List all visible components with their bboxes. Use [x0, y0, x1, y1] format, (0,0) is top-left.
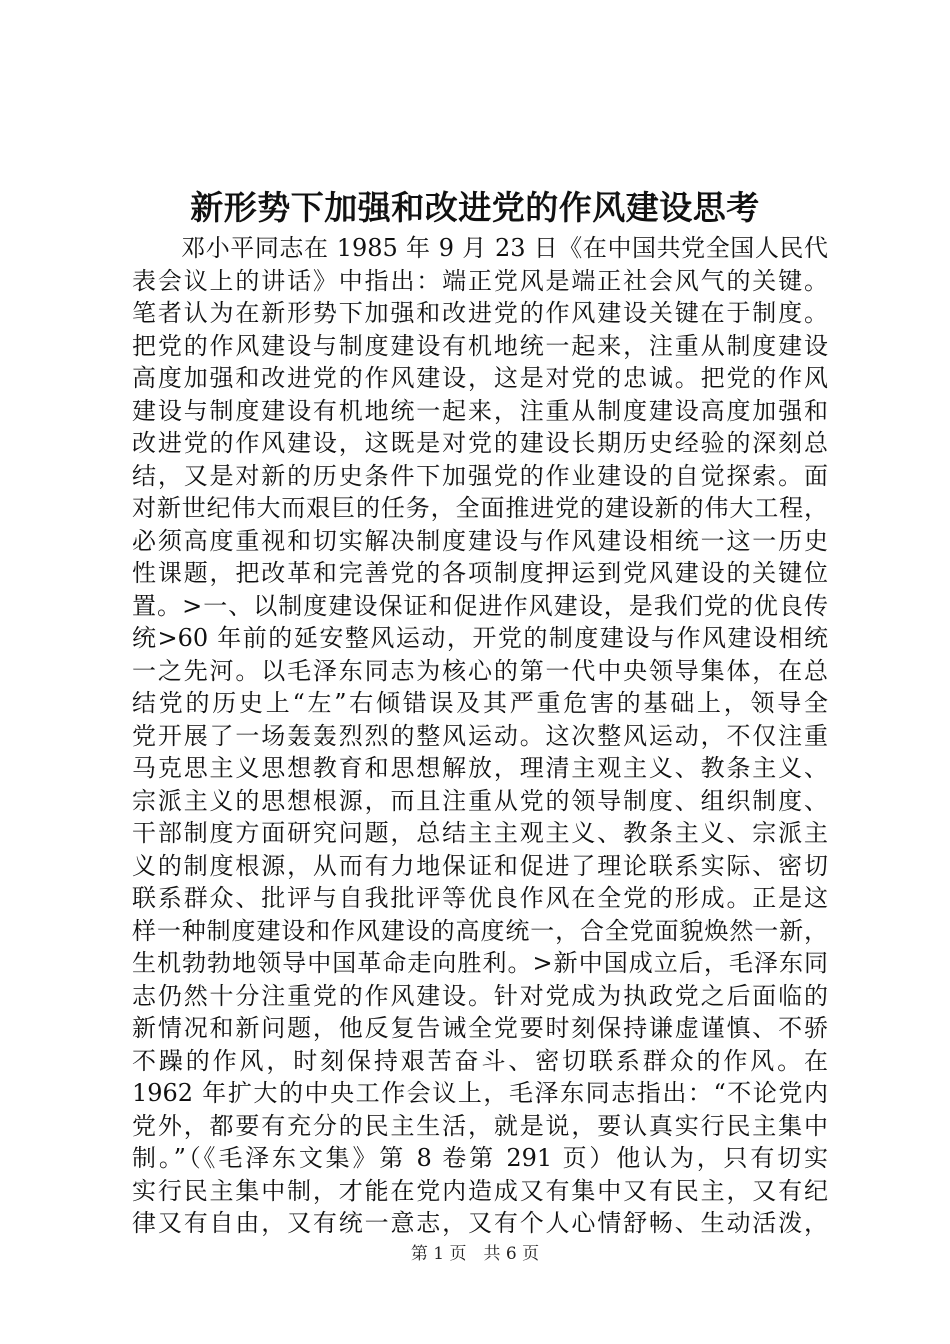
body-line: 样一种制度建设和作风建设的高度统一，合全党面貌焕然一新， — [132, 916, 828, 945]
body-line: 一之先河。以毛泽东同志为核心的第一代中央领导集体，在总 — [132, 656, 828, 685]
body-line: 性课题，把改革和完善党的各项制度押运到党风建设的关键位 — [132, 559, 828, 587]
body-line: 不躁的作风，时刻保持艰苦奋斗、密切联系群众的作风。在 — [132, 1046, 828, 1075]
body-line: 党外，都要有充分的民主生活，就是说，要认真实行民主集中 — [132, 1111, 828, 1140]
body-line: 1962 年扩大的中央工作会议上，毛泽东同志指出：“不论党内 — [132, 1079, 828, 1107]
document-title: 新形势下加强和改进党的作风建设思考 — [190, 188, 760, 227]
body-line: 义的制度根源，从而有力地保证和促进了理论联系实际、密切 — [132, 851, 828, 880]
body-line: 结党的历史上“左”右倾错误及其严重危害的基础上，领导全 — [132, 689, 828, 717]
body-line: 结，又是对新的历史条件下加强党的作业建设的自觉探索。面 — [132, 461, 828, 490]
body-line: 联系群众、批评与自我批评等优良作风在全党的形成。正是这 — [132, 884, 828, 912]
body-line: 志仍然十分注重党的作风建设。针对党成为执政党之后面临的 — [132, 981, 828, 1010]
body-line: 宗派主义的思想根源，而且注重从党的领导制度、组织制度、 — [132, 786, 828, 815]
body-line: 必须高度重视和切实解决制度建设与作风建设相统一这一历史 — [132, 526, 828, 555]
body-line: 表会议上的讲话》中指出：端正党风是端正社会风气的关键。 — [132, 266, 828, 295]
body-line: 实行民主集中制，才能在党内造成又有集中又有民主，又有纪 — [132, 1176, 828, 1205]
body-line: 生机勃勃地领导中国革命走向胜利。>新中国成立后，毛泽东同 — [132, 949, 828, 977]
body-line: 制。”（《毛泽东文集》第 8 卷第 291 页）他认为，只有切实 — [132, 1144, 828, 1172]
body-line: 建设与制度建设有机地统一起来，注重从制度建设高度加强和 — [132, 396, 828, 425]
body-line: 对新世纪伟大而艰巨的任务，全面推进党的建设新的伟大工程， — [132, 494, 828, 522]
body-line: 统>60 年前的延安整风运动，开党的制度建设与作风建设相统 — [132, 624, 828, 652]
body-line: 新情况和新问题，他反复告诫全党要时刻保持谦虚谨慎、不骄 — [132, 1014, 828, 1042]
body-line: 改进党的作风建设，这既是对党的建设长期历史经验的深刻总 — [132, 429, 828, 457]
body-line: 高度加强和改进党的作风建设，这是对党的忠诚。把党的作风 — [132, 364, 828, 392]
body-line: 置。>一、以制度建设保证和促进作风建设，是我们党的优良传 — [132, 591, 828, 620]
body-line: 干部制度方面研究问题，总结主主观主义、教条主义、宗派主 — [132, 819, 828, 847]
body-line: 把党的作风建设与制度建设有机地统一起来，注重从制度建设 — [132, 331, 828, 360]
page-footer: 第 1 页 共 6 页 — [410, 1244, 540, 1264]
body-line: 党开展了一场轰轰烈烈的整风运动。这次整风运动，不仅注重 — [132, 721, 828, 750]
body-line: 马克思主义思想教育和思想解放，理清主观主义、教条主义、 — [132, 754, 828, 782]
document-body — [132, 232, 828, 1240]
body-line: 笔者认为在新形势下加强和改进党的作风建设关键在于制度。 — [132, 299, 828, 327]
body-line: 律又有自由，又有统一意志，又有个人心情舒畅、生动活泼， — [132, 1209, 828, 1237]
body-line: 邓小平同志在 1985 年 9 月 23 日《在中国共党全国人民代 — [132, 234, 828, 262]
